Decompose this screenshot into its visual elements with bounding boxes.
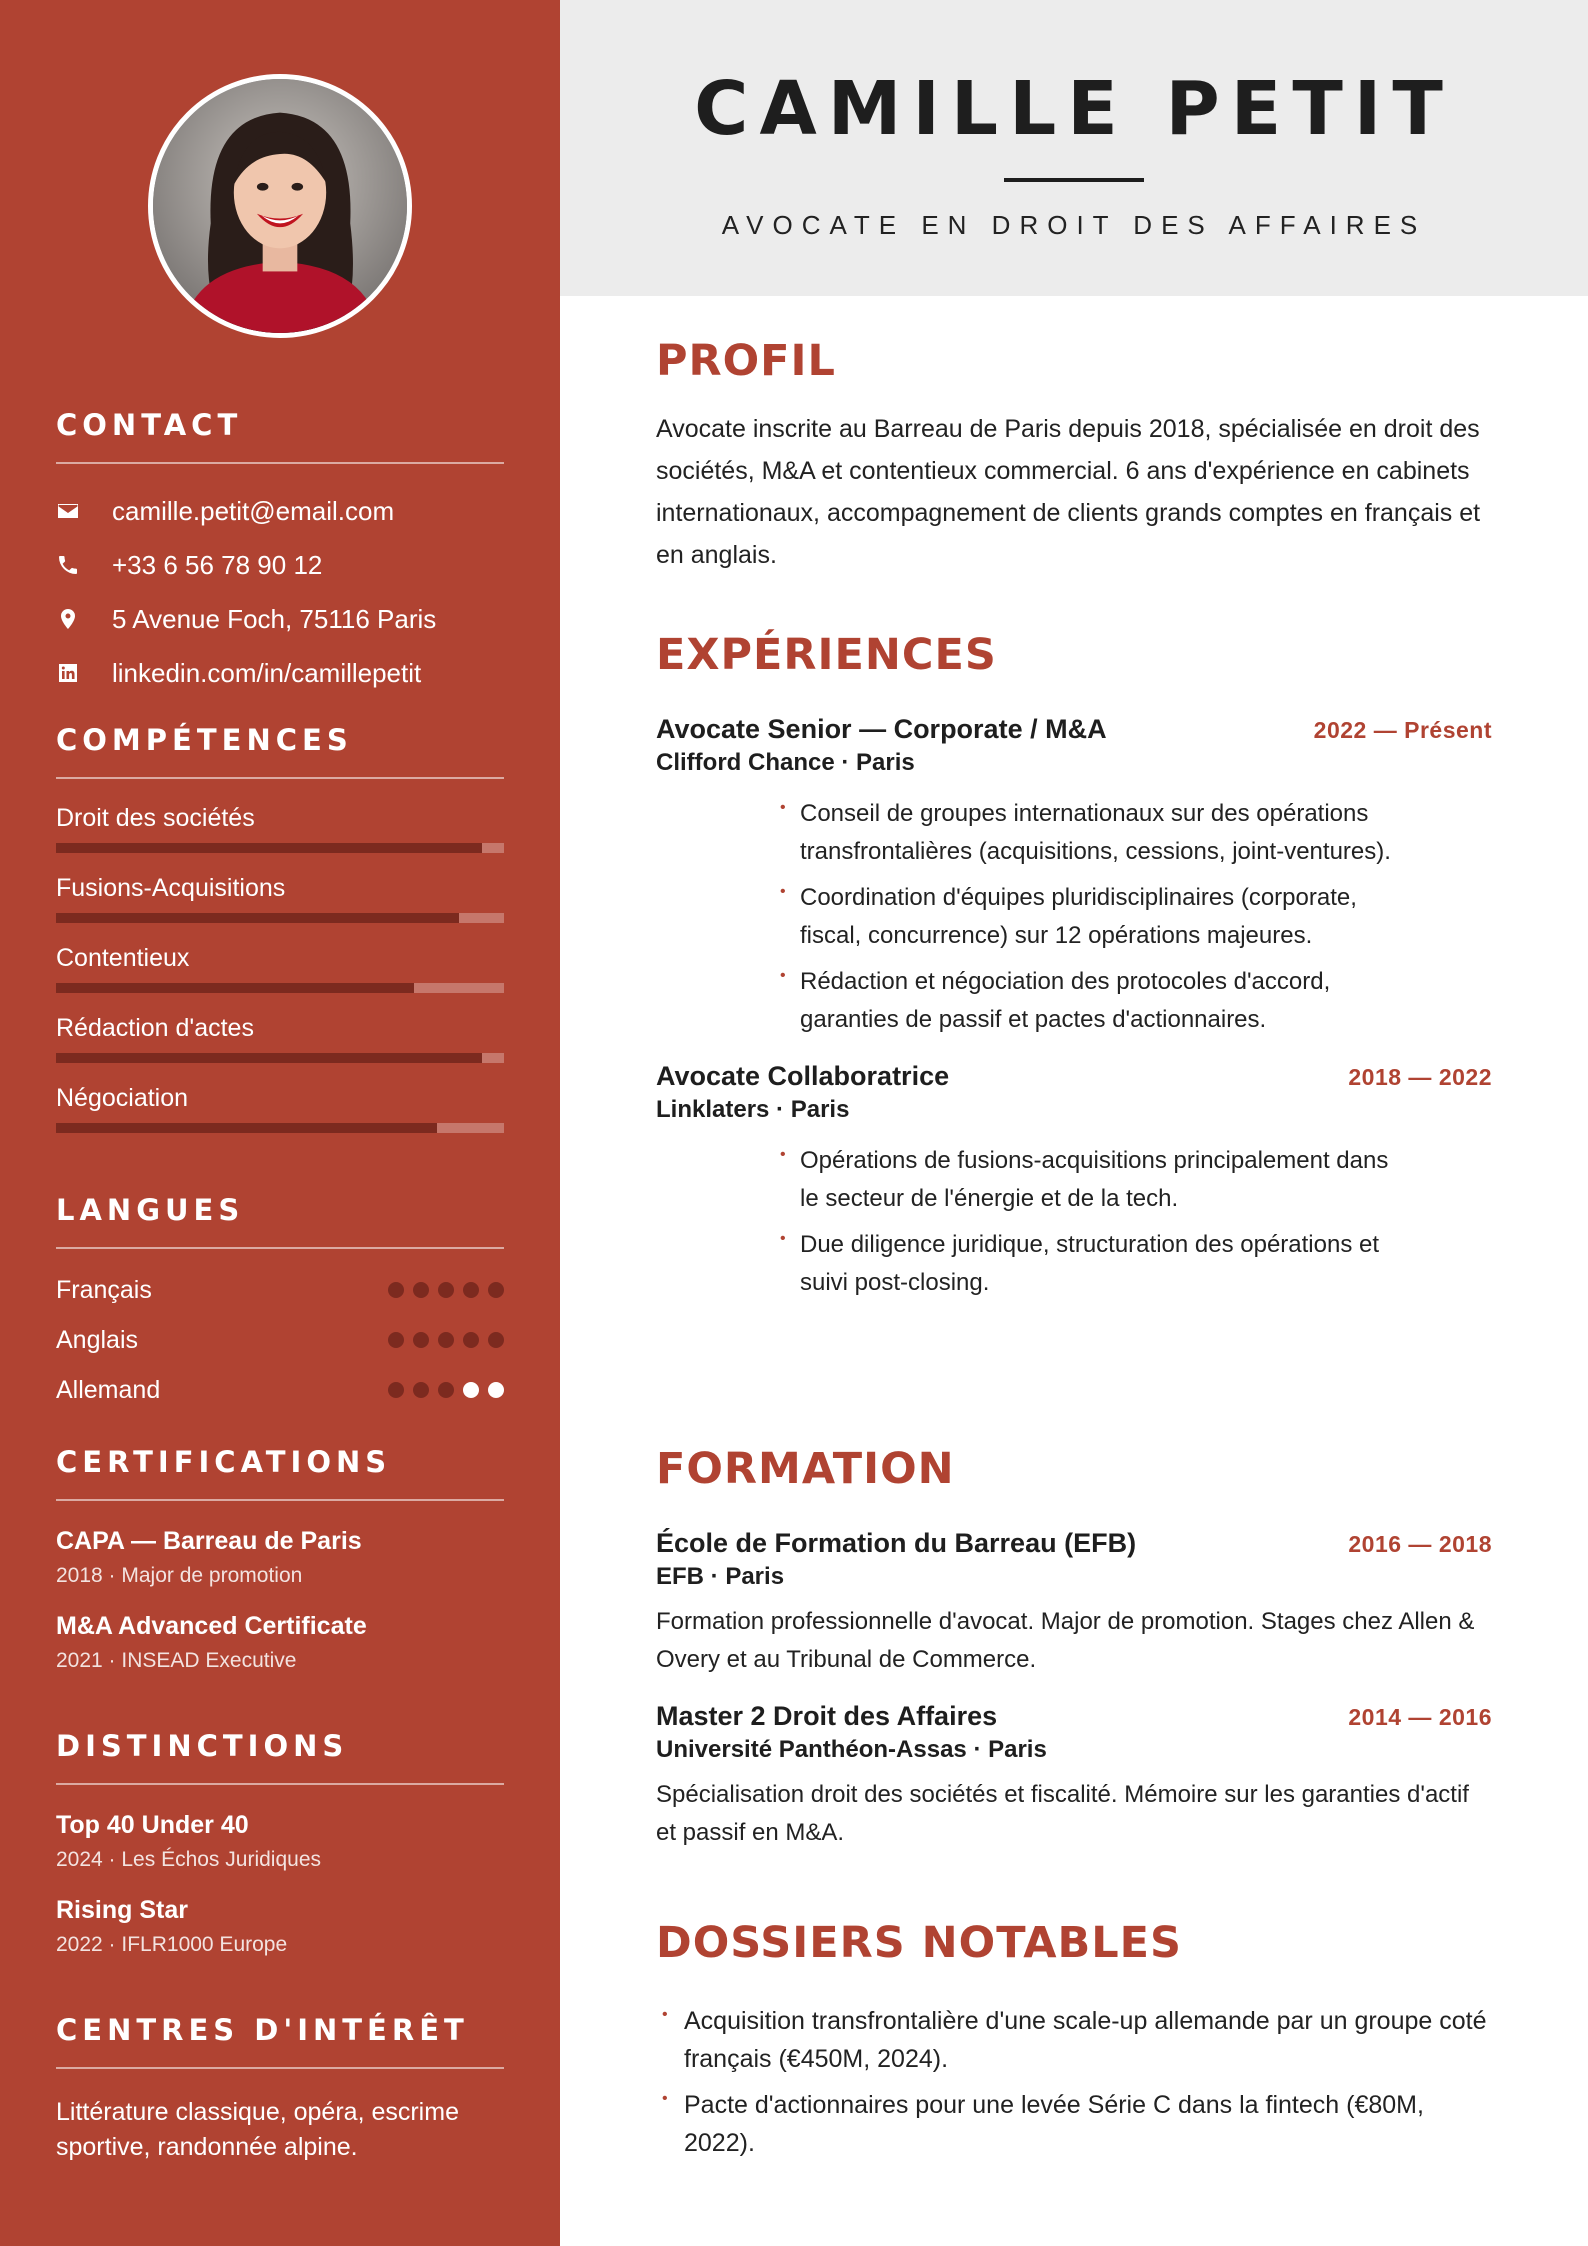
- language-name: Anglais: [56, 1325, 138, 1354]
- language-level-dots: [388, 1332, 504, 1348]
- sidebar: [0, 0, 560, 2246]
- profile-photo: [148, 74, 412, 338]
- education-date: 2016 — 2018: [1348, 1531, 1492, 1557]
- notable-section: [656, 1918, 1492, 2170]
- certification-title: M&A Advanced Certificate: [56, 1612, 367, 1640]
- language-level-dots: [388, 1282, 504, 1298]
- skill-bar-track: [56, 913, 504, 923]
- contact-phone[interactable]: [56, 538, 504, 592]
- language-item: [56, 1265, 504, 1315]
- skill-bar-fill: [56, 843, 482, 853]
- language-item: [56, 1365, 504, 1415]
- education-date: 2014 — 2016: [1348, 1704, 1492, 1730]
- level-dot: [488, 1332, 504, 1348]
- notable-item: • Acquisition transfrontalière d'une scale-up allemande par un groupe coté français (€450M, 2024).: [662, 2002, 1492, 2078]
- job-bullets: [780, 1142, 1400, 1302]
- job-bullet: • Rédaction et négociation des protocoles d'accord, garanties de passif et pactes d'actionnaires.: [780, 963, 1400, 1039]
- level-dot: [413, 1382, 429, 1398]
- level-dot: [438, 1282, 454, 1298]
- contact-address: [56, 592, 504, 646]
- location-pin-icon: [56, 607, 112, 631]
- skill-bar-track: [56, 1123, 504, 1133]
- portrait-image: [153, 79, 407, 333]
- distinctions-section: [56, 1729, 504, 1957]
- level-dot: [438, 1332, 454, 1348]
- certifications-heading: CERTIFICATIONS: [56, 1445, 504, 1501]
- level-dot: [463, 1332, 479, 1348]
- certification-sub: 2021 · INSEAD Executive: [56, 1649, 297, 1672]
- name-divider: [1004, 178, 1144, 182]
- linkedin-icon: [56, 661, 112, 685]
- level-dot: [463, 1382, 479, 1398]
- distinctions-heading: DISTINCTIONS: [56, 1729, 504, 1785]
- job-entry: [656, 714, 1492, 1039]
- resume-header: [560, 0, 1588, 296]
- job-bullet: • Coordination d'équipes pluridisciplinaires (corporate, fiscal, concurrence) sur 12 opérations majeures.: [780, 879, 1400, 955]
- level-dot: [388, 1332, 404, 1348]
- skill-name: Contentieux: [56, 944, 190, 972]
- language-item: [56, 1315, 504, 1365]
- skill-name: Rédaction d'actes: [56, 1014, 254, 1042]
- address-text: 5 Avenue Foch, 75116 Paris: [112, 603, 437, 634]
- notable-heading: DOSSIERS NOTABLES: [656, 1918, 1183, 1968]
- skill-bar-track: [56, 983, 504, 993]
- education-title: Master 2 Droit des Affaires: [656, 1701, 998, 1731]
- skill-bar-fill: [56, 1123, 437, 1133]
- job-bullet: • Due diligence juridique, structuration des opérations et suivi post-closing.: [780, 1226, 1400, 1302]
- language-name: Français: [56, 1275, 152, 1304]
- contact-heading: CONTACT: [56, 408, 504, 464]
- contact-linkedin[interactable]: [56, 646, 504, 700]
- languages-section: [56, 1193, 504, 1415]
- job-title: Avocate Senior — Corporate / M&A: [656, 714, 1107, 744]
- job-bullet: • Conseil de groupes internationaux sur des opérations transfrontalières (acquisitions, cessions, joint-ventures).: [780, 795, 1400, 871]
- skill-name: Droit des sociétés: [56, 804, 255, 832]
- mail-icon: [56, 499, 112, 523]
- profile-section: [656, 336, 1492, 576]
- language-level-dots: [388, 1382, 504, 1398]
- education-org: EFB · Paris: [656, 1563, 785, 1590]
- interests-heading: CENTRES D'INTÉRÊT: [56, 2013, 504, 2069]
- certification-item: [56, 1527, 504, 1588]
- notable-list: [662, 2002, 1492, 2162]
- education-entry: [656, 1528, 1492, 1679]
- skill-name: Négociation: [56, 1084, 189, 1112]
- candidate-name: CAMILLE PETIT: [694, 66, 1454, 152]
- distinction-sub: 2022 · IFLR1000 Europe: [56, 1933, 288, 1956]
- certification-item: [56, 1612, 504, 1673]
- skill-bar-track: [56, 1053, 504, 1063]
- profile-heading: PROFIL: [656, 336, 836, 386]
- education-section: [656, 1444, 1492, 1852]
- level-dot: [388, 1282, 404, 1298]
- phone-icon: [56, 553, 112, 577]
- distinction-title: Top 40 Under 40: [56, 1811, 249, 1839]
- skill-item: [56, 871, 504, 923]
- certification-sub: 2018 · Major de promotion: [56, 1564, 303, 1587]
- languages-heading: LANGUES: [56, 1193, 504, 1249]
- certifications-section: [56, 1445, 504, 1673]
- job-title: Avocate Collaboratrice: [656, 1061, 950, 1091]
- notable-item: • Pacte d'actionnaires pour une levée Série C dans la fintech (€80M, 2022).: [662, 2086, 1492, 2162]
- skill-bar-fill: [56, 1053, 482, 1063]
- experience-section: [656, 630, 1492, 1310]
- job-date: 2018 — 2022: [1348, 1064, 1492, 1090]
- job-date: 2022 — Présent: [1313, 717, 1492, 743]
- education-heading: FORMATION: [656, 1444, 955, 1494]
- education-desc: Formation professionnelle d'avocat. Major de promotion. Stages chez Allen & Overy et au Tribunal de Commerce.: [656, 1608, 1475, 1673]
- level-dot: [438, 1382, 454, 1398]
- level-dot: [413, 1282, 429, 1298]
- level-dot: [388, 1382, 404, 1398]
- job-org: Clifford Chance · Paris: [656, 749, 915, 776]
- education-entry: [656, 1701, 1492, 1852]
- skill-name: Fusions-Acquisitions: [56, 874, 286, 902]
- skills-section: [56, 723, 504, 1133]
- certification-title: CAPA — Barreau de Paris: [56, 1527, 362, 1555]
- email-text: camille.petit@email.com: [112, 495, 395, 526]
- contact-email[interactable]: [56, 484, 504, 538]
- distinction-item: [56, 1896, 504, 1957]
- education-org: Université Panthéon-Assas · Paris: [656, 1736, 1047, 1763]
- job-bullet: • Opérations de fusions-acquisitions principalement dans le secteur de l'énergie et de la tech.: [780, 1142, 1400, 1218]
- language-name: Allemand: [56, 1375, 161, 1404]
- level-dot: [463, 1282, 479, 1298]
- skill-item: [56, 1011, 504, 1063]
- interests-text: Littérature classique, opéra, escrime sportive, randonnée alpine.: [56, 2098, 459, 2161]
- skill-bar-track: [56, 843, 504, 853]
- profile-text: Avocate inscrite au Barreau de Paris depuis 2018, spécialisée en droit des sociétés, M&A et contentieux commercial. 6 ans d'expérience en cabinets internationaux, accompagnement de clients grands comptes en français et en anglais.: [656, 415, 1481, 569]
- level-dot: [488, 1282, 504, 1298]
- contact-section: [56, 408, 504, 700]
- skill-bar-fill: [56, 913, 459, 923]
- level-dot: [413, 1332, 429, 1348]
- linkedin-text: linkedin.com/in/camillepetit: [112, 657, 422, 688]
- education-title: École de Formation du Barreau (EFB): [656, 1528, 1137, 1558]
- skill-item: [56, 941, 504, 993]
- experience-heading: EXPÉRIENCES: [656, 630, 997, 680]
- job-org: Linklaters · Paris: [656, 1096, 850, 1123]
- skill-bar-fill: [56, 983, 414, 993]
- phone-text: +33 6 56 78 90 12: [112, 549, 323, 580]
- distinction-title: Rising Star: [56, 1896, 188, 1924]
- distinction-sub: 2024 · Les Échos Juridiques: [56, 1848, 321, 1871]
- education-desc: Spécialisation droit des sociétés et fiscalité. Mémoire sur les garanties d'actif et passif en M&A.: [656, 1781, 1469, 1846]
- skills-heading: COMPÉTENCES: [56, 723, 504, 779]
- skill-item: [56, 801, 504, 853]
- candidate-role: AVOCATE EN DROIT DES AFFAIRES: [721, 210, 1427, 240]
- level-dot: [488, 1382, 504, 1398]
- interests-section: [56, 2013, 504, 2165]
- skill-item: [56, 1081, 504, 1133]
- job-entry: [656, 1061, 1492, 1302]
- job-bullets: [780, 795, 1400, 1039]
- distinction-item: [56, 1811, 504, 1872]
